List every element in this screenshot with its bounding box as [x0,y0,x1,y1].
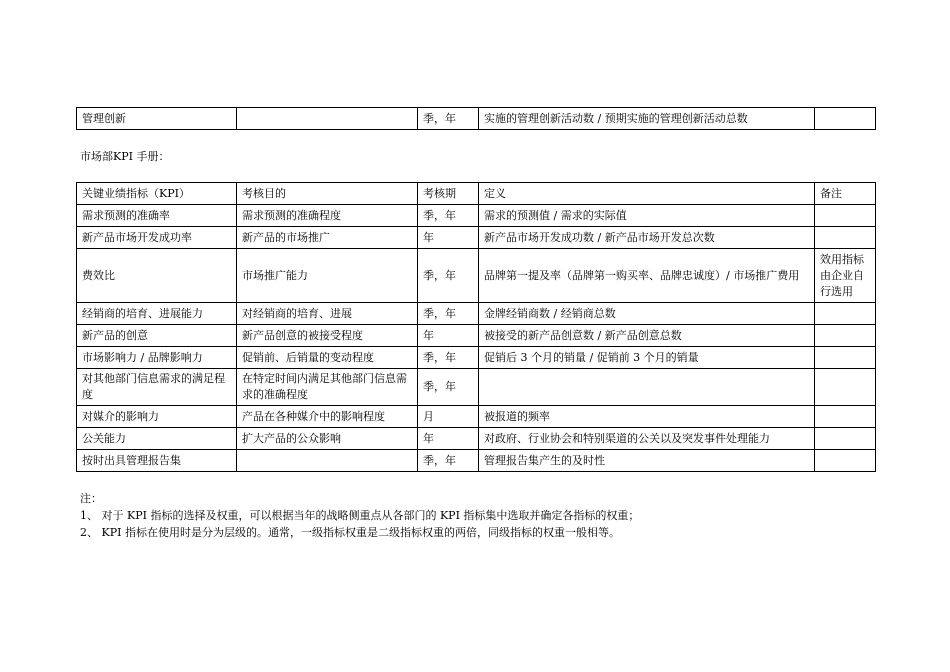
table-row [77,325,876,347]
purpose-cell: 促销前、后销量的变动程度 [237,347,418,369]
kpi-cell: 新产品市场开发成功率 [77,227,237,249]
remark-cell [815,428,876,450]
table-row [77,450,876,472]
definition-cell: 实施的管理创新活动数 / 预期实施的管理创新活动总数 [479,108,815,130]
definition-cell: 需求的预测值 / 需求的实际值 [479,205,815,227]
definition-cell: 促销后 3 个月的销量 / 促销前 3 个月的销量 [479,347,815,369]
remark-cell [815,227,876,249]
purpose-cell: 扩大产品的公众影响 [237,428,418,450]
kpi-cell: 按时出具管理报告集 [77,450,237,472]
period-cell: 季，年 [418,205,479,227]
purpose-cell: 在特定时间内满足其他部门信息需求的准确程度 [237,369,418,406]
definition-cell: 品牌第一提及率（品牌第一购买率、品牌忠诚度）/ 市场推广费用 [479,249,815,303]
definition-cell [479,369,815,406]
remark-cell [815,347,876,369]
definition-cell: 新产品市场开发成功数 / 新产品市场开发总次数 [479,227,815,249]
remark-cell [815,108,876,130]
kpi-cell: 对其他部门信息需求的满足程度 [77,369,237,406]
period-cell: 季，年 [418,108,479,130]
section-heading: 市场部KPI 手册： [80,150,170,163]
header-period: 考核期 [418,183,479,205]
purpose-cell: 对经销商的培育、进展 [237,303,418,325]
definition-cell: 金牌经销商数 / 经销商总数 [479,303,815,325]
definition-cell: 对政府、行业协会和特别渠道的公关以及突发事件处理能力 [479,428,815,450]
purpose-cell: 需求预测的准确程度 [237,205,418,227]
remark-cell: 效用指标由企业自行选用 [815,249,876,303]
kpi-cell: 经销商的培育、进展能力 [77,303,237,325]
table-row [77,108,876,130]
purpose-cell [237,450,418,472]
purpose-cell: 新产品创意的被接受程度 [237,325,418,347]
purpose-cell: 市场推广能力 [237,249,418,303]
remark-cell [815,369,876,406]
notes-title: 注： [80,492,102,505]
notes-section [80,490,639,541]
period-cell: 季，年 [418,249,479,303]
note-item: 2、 KPI 指标在使用时是分为层级的。通常，一级指标权重是二级指标权重的两倍，同级指标的权重一般相等。 [80,526,620,539]
header-remark: 备注 [815,183,876,205]
table-row [77,227,876,249]
kpi-cell: 新产品的创意 [77,325,237,347]
management-innovation-table [76,107,876,130]
period-cell: 季，年 [418,450,479,472]
definition-cell: 被接受的新产品创意数 / 新产品创意总数 [479,325,815,347]
kpi-cell: 管理创新 [77,108,237,130]
table-row [77,428,876,450]
table-row [77,249,876,303]
period-cell: 季，年 [418,347,479,369]
remark-cell [815,406,876,428]
kpi-cell: 对媒介的影响力 [77,406,237,428]
kpi-cell: 费效比 [77,249,237,303]
kpi-cell: 需求预测的准确率 [77,205,237,227]
purpose-cell [237,108,418,130]
note-item: 1、 对于 KPI 指标的选择及权重，可以根据当年的战略侧重点从各部门的 KPI 指标集中选取并确定各指标的权重； [80,509,640,522]
table-row [77,347,876,369]
kpi-cell: 市场影响力 / 品牌影响力 [77,347,237,369]
remark-cell [815,205,876,227]
header-definition: 定义 [479,183,815,205]
header-purpose: 考核目的 [237,183,418,205]
definition-cell: 被报道的频率 [479,406,815,428]
definition-cell: 管理报告集产生的及时性 [479,450,815,472]
table-row [77,369,876,406]
remark-cell [815,325,876,347]
kpi-cell: 公关能力 [77,428,237,450]
table-header-row [77,183,876,205]
table-row [77,303,876,325]
table-row [77,205,876,227]
period-cell: 年 [418,227,479,249]
remark-cell [815,450,876,472]
period-cell: 年 [418,428,479,450]
period-cell: 年 [418,325,479,347]
purpose-cell: 产品在各种媒介中的影响程度 [237,406,418,428]
period-cell: 月 [418,406,479,428]
period-cell: 季，年 [418,369,479,406]
table-row [77,406,876,428]
purpose-cell: 新产品的市场推广 [237,227,418,249]
remark-cell [815,303,876,325]
header-kpi: 关键业绩指标（KPI） [77,183,237,205]
period-cell: 季，年 [418,303,479,325]
marketing-kpi-table [76,182,876,472]
